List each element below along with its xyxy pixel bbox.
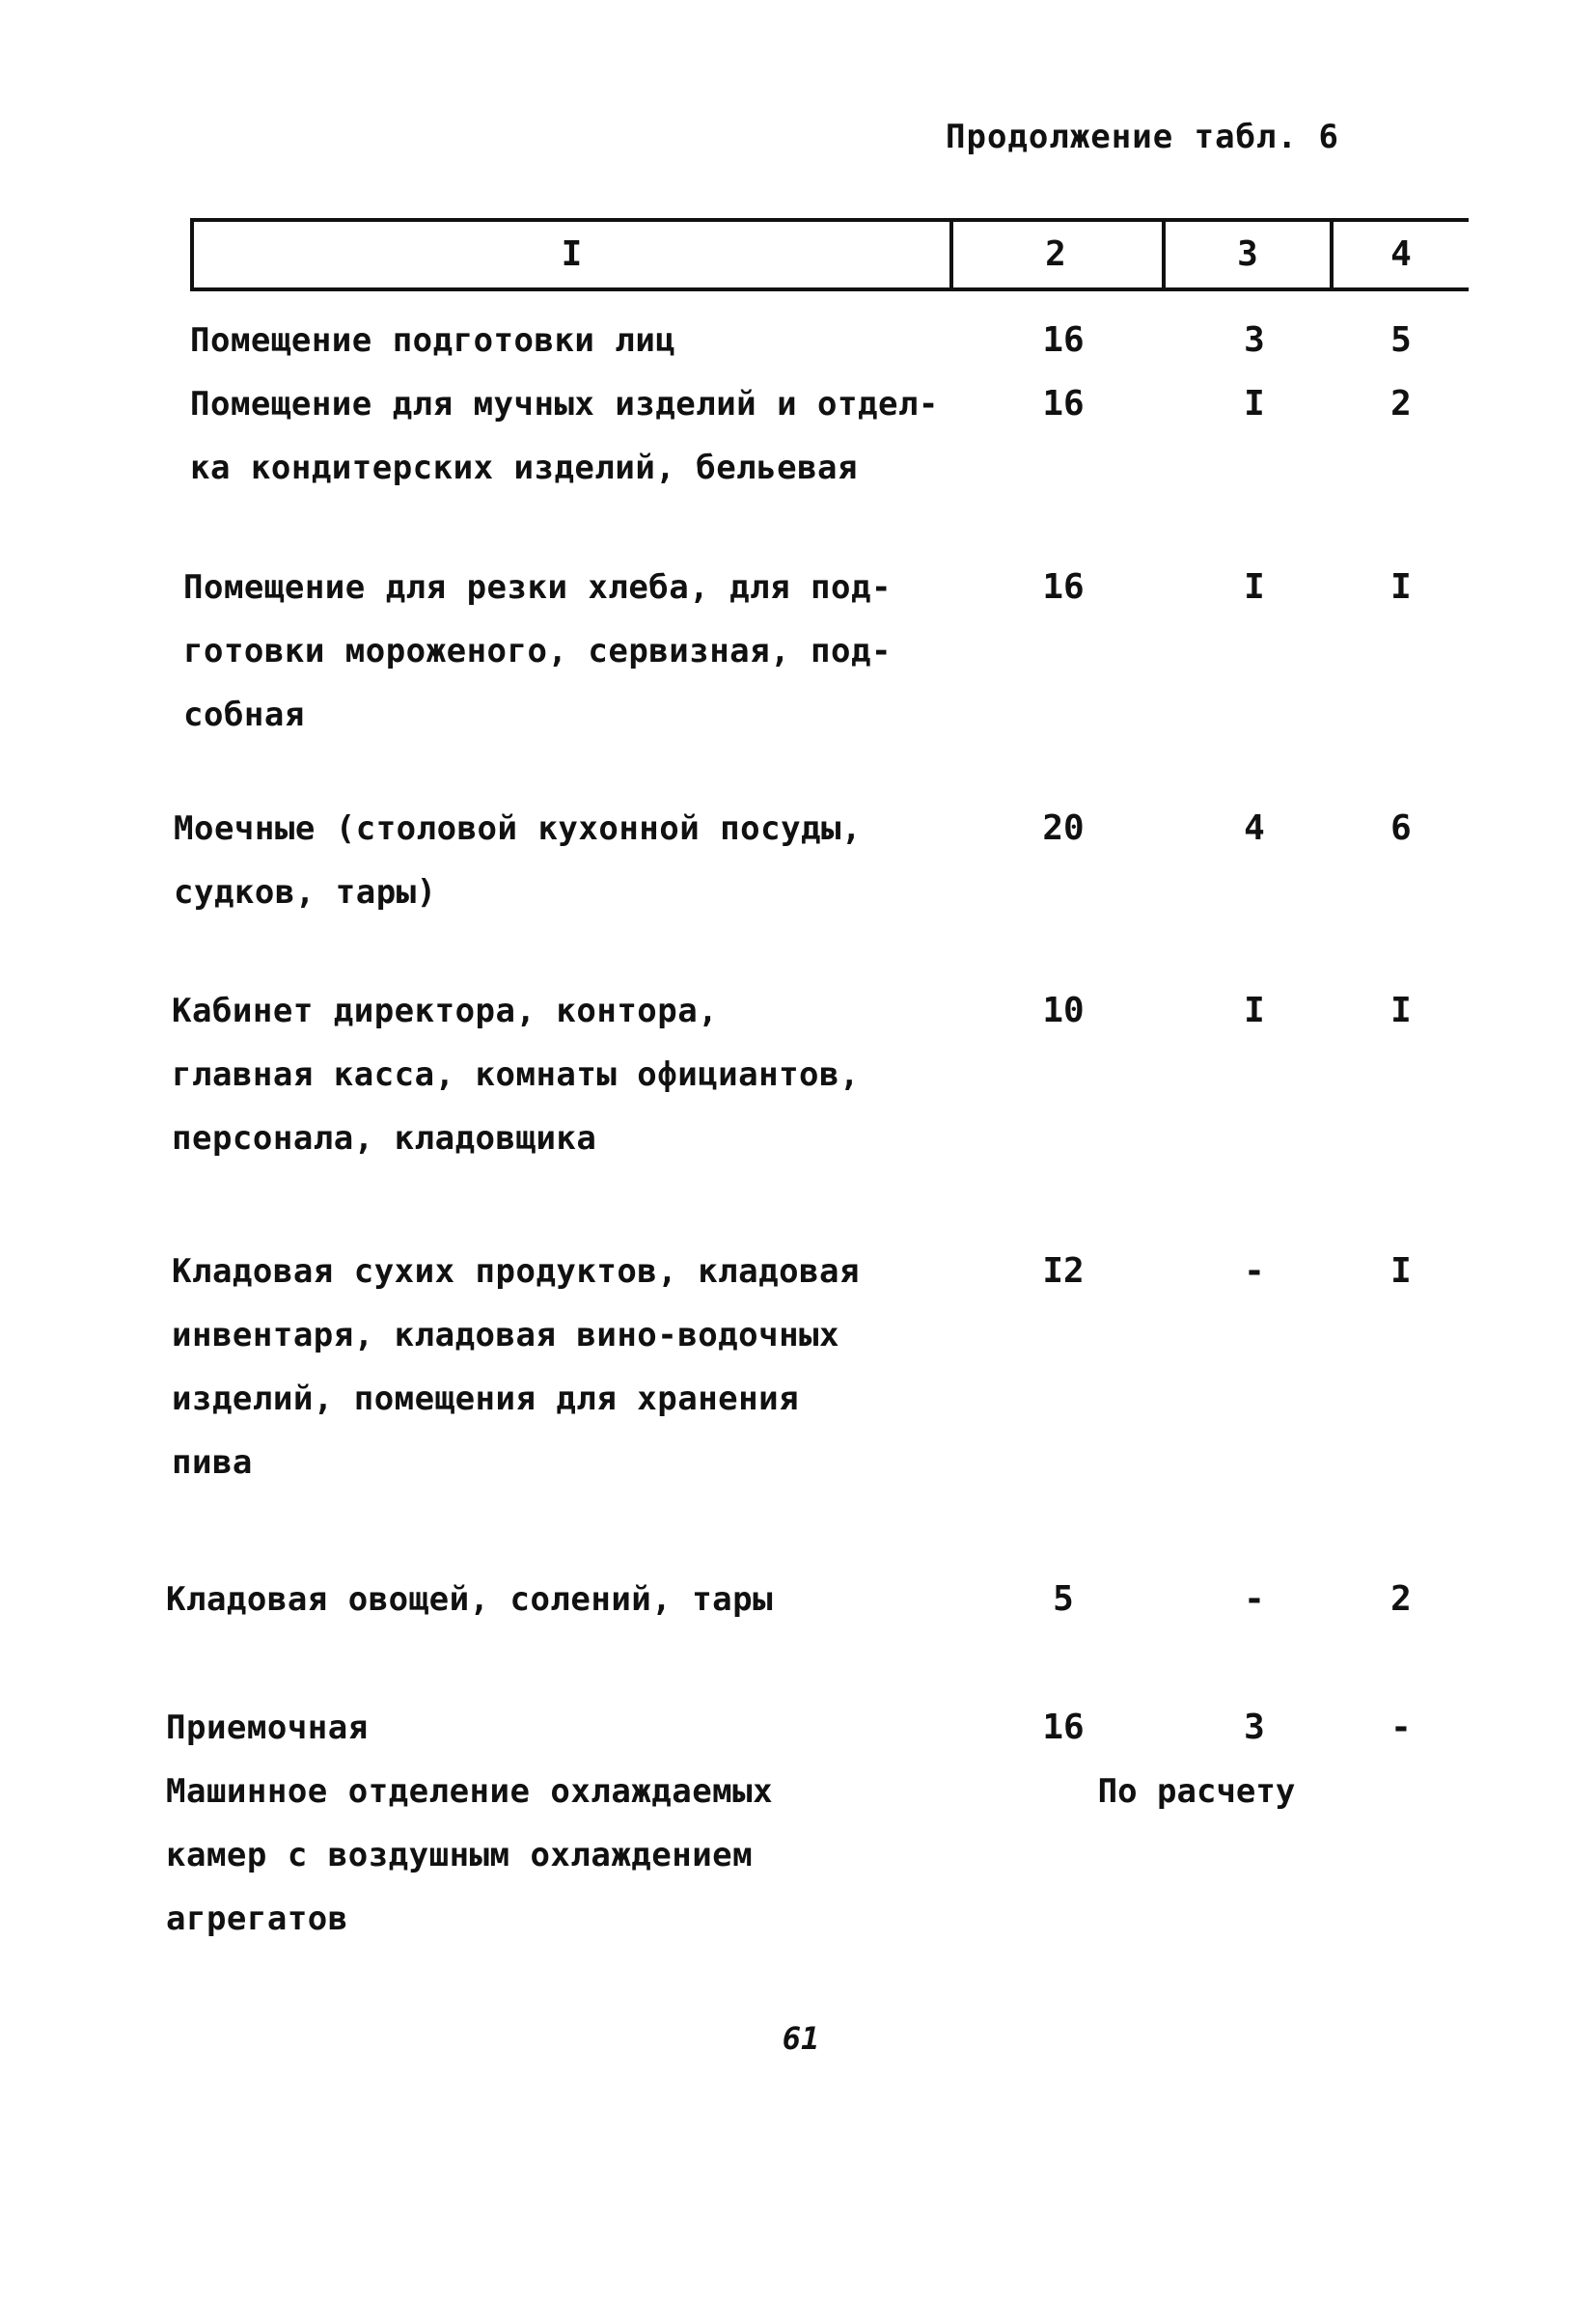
row-col-4: I (1390, 1251, 1412, 1291)
table-continuation-caption: Продолжение табл. 6 (946, 118, 1339, 156)
header-col-3: 3 (1166, 222, 1334, 287)
row-col-3: 3 (1244, 320, 1265, 360)
row-name: Моечные (столовой кухонной посуды, судков, тары) (174, 809, 862, 912)
row-name: Кладовая сухих продуктов, кладовая инвентаря, кладовая вино-водочных изделий, помещения для хранения пива (172, 1252, 860, 1482)
calculated-value-note: По расчету (1097, 1772, 1296, 1811)
row-col-3: - (1244, 1579, 1265, 1619)
row-name: Машинное отделение охлаждаемых камер с воздушным охлаждением агрегатов (166, 1772, 774, 1938)
row-col-2: 16 (1042, 1708, 1085, 1747)
row-col-2: 20 (1042, 808, 1085, 848)
header-col-1: I (190, 222, 953, 287)
header-col-2: 2 (949, 222, 1166, 287)
row-col-4: 2 (1390, 384, 1412, 424)
row-col-2: I2 (1042, 1251, 1085, 1291)
row-col-3: I (1244, 567, 1265, 607)
row-name: Помещение для резки хлеба, для под- готовки мороженого, сервизная, под- собная (183, 568, 892, 734)
table-header (190, 218, 1469, 291)
row-col-2: 16 (1042, 384, 1085, 424)
row-col-3: 4 (1244, 808, 1265, 848)
row-col-3: 3 (1244, 1708, 1265, 1747)
row-col-3: I (1244, 991, 1265, 1030)
row-col-4: 5 (1390, 320, 1412, 360)
row-col-2: 5 (1053, 1579, 1074, 1619)
row-col-4: 2 (1390, 1579, 1412, 1619)
row-col-4: 6 (1390, 808, 1412, 848)
row-col-4: I (1390, 991, 1412, 1030)
page-number: 61 (782, 2020, 820, 2057)
row-col-3: I (1244, 384, 1265, 424)
row-name: Кабинет директора, контора, главная касса, комнаты официантов, персонала, кладовщика (172, 992, 860, 1158)
row-name: Кладовая овощей, солений, тары (166, 1580, 774, 1619)
row-name: Помещение для мучных изделий и отдел- ка кондитерских изделий, бельевая (190, 385, 939, 487)
row-col-4: I (1390, 567, 1412, 607)
row-col-3: - (1244, 1251, 1265, 1291)
row-col-4: - (1390, 1708, 1412, 1747)
header-col-4: 4 (1390, 234, 1412, 274)
row-name: Приемочная (166, 1709, 369, 1747)
row-col-2: 16 (1042, 320, 1085, 360)
row-col-2: 10 (1042, 991, 1085, 1030)
row-name: Помещение подготовки лиц (190, 321, 676, 360)
row-col-2: 16 (1042, 567, 1085, 607)
